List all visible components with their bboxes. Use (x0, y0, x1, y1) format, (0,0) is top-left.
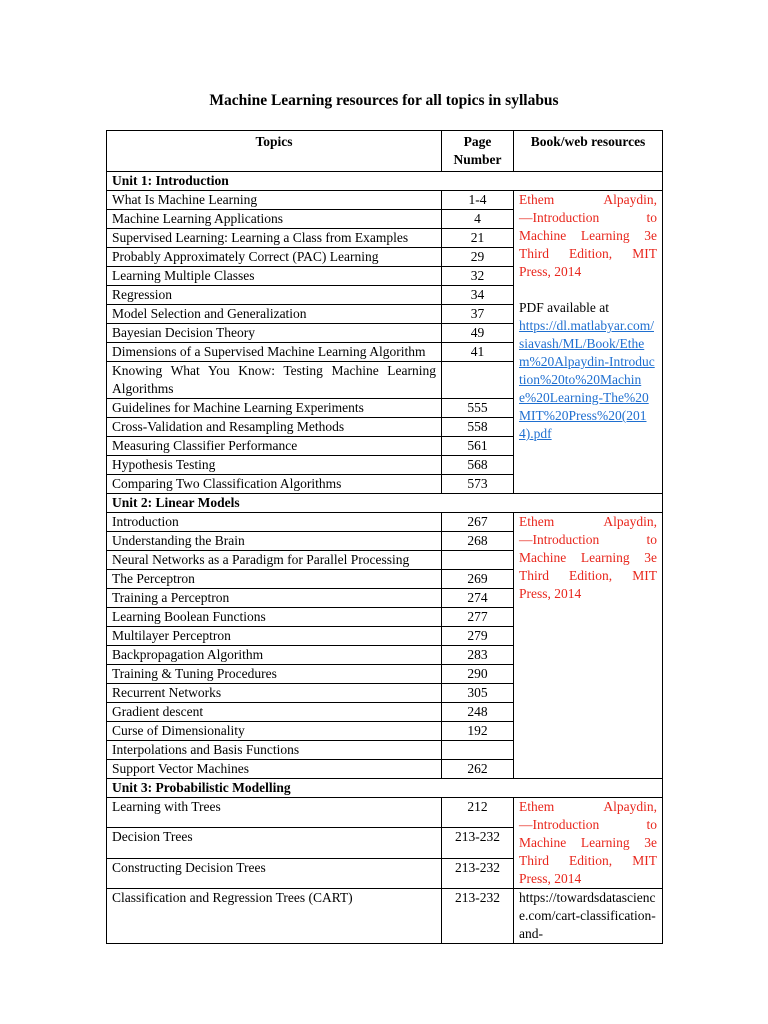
topic-cell: Decision Trees (107, 828, 442, 858)
topic-cell: Learning Boolean Functions (107, 608, 442, 627)
resource-book-line: Press, 2014 (519, 586, 582, 601)
topic-cell: Recurrent Networks (107, 684, 442, 703)
page-cell: 21 (442, 229, 514, 248)
pdf-link[interactable]: https://dl.matlabyar.com/siavash/ML/Book/Ethem%20Alpaydin-Introduction%20to%20Machine%20Learning-The%20MIT%20Press%20(2014).pdf (519, 318, 655, 441)
resource-cell (514, 191, 663, 494)
page-cell: 283 (442, 646, 514, 665)
topic-cell: Bayesian Decision Theory (107, 324, 442, 343)
topic-cell: Introduction (107, 513, 442, 532)
page-cell: 29 (442, 248, 514, 267)
unit-heading: Unit 2: Linear Models (107, 494, 663, 513)
topic-cell: Training a Perceptron (107, 589, 442, 608)
table-row (107, 889, 663, 944)
page-cell: 558 (442, 418, 514, 437)
topic-cell: Model Selection and Generalization (107, 305, 442, 324)
header-topics: Topics (107, 131, 442, 172)
page-cell: 274 (442, 589, 514, 608)
page-cell: 555 (442, 399, 514, 418)
unit-row (107, 172, 663, 191)
resource-book-line: Machine Learning 3e (519, 550, 657, 565)
topic-cell: Interpolations and Basis Functions (107, 741, 442, 760)
topic-cell: Classification and Regression Trees (CART) (107, 889, 442, 944)
topic-cell: Supervised Learning: Learning a Class from Examples (107, 229, 442, 248)
page-cell: 279 (442, 627, 514, 646)
page-cell: 269 (442, 570, 514, 589)
resource-cell (514, 513, 663, 779)
resource-url-cell: https://towardsdatascience.com/cart-classification-and- (514, 889, 663, 944)
topic-cell: Dimensions of a Supervised Machine Learning Algorithm (107, 343, 442, 362)
header-page-number: Page Number (442, 131, 514, 172)
topic-cell: Backpropagation Algorithm (107, 646, 442, 665)
topic-cell: Learning Multiple Classes (107, 267, 442, 286)
resource-author: Ethem Alpaydin, (519, 799, 657, 814)
page-cell: 37 (442, 305, 514, 324)
page-cell: 213-232 (442, 858, 514, 888)
topic-cell: Comparing Two Classification Algorithms (107, 475, 442, 494)
page-cell (442, 741, 514, 760)
topic-cell: Multilayer Perceptron (107, 627, 442, 646)
page-cell: 34 (442, 286, 514, 305)
topic-cell: Understanding the Brain (107, 532, 442, 551)
page-cell: 4 (442, 210, 514, 229)
resource-book-line: Machine Learning 3e (519, 228, 657, 243)
page-cell: 49 (442, 324, 514, 343)
resource-author: Ethem Alpaydin, (519, 514, 657, 529)
pdf-label: PDF available at (519, 300, 609, 315)
table-body (107, 172, 663, 944)
unit-heading: Unit 1: Introduction (107, 172, 663, 191)
topic-cell: Guidelines for Machine Learning Experiments (107, 399, 442, 418)
topic-cell: Cross-Validation and Resampling Methods (107, 418, 442, 437)
page-cell: 192 (442, 722, 514, 741)
page-cell: 248 (442, 703, 514, 722)
page-cell: 1-4 (442, 191, 514, 210)
topic-cell: Hypothesis Testing (107, 456, 442, 475)
resource-cell (514, 798, 663, 889)
topic-cell: What Is Machine Learning (107, 191, 442, 210)
page-cell (442, 551, 514, 570)
page-cell: 290 (442, 665, 514, 684)
resource-book-line: Third Edition, MIT (519, 246, 657, 261)
page-cell: 573 (442, 475, 514, 494)
page-cell (442, 362, 514, 399)
table-row (107, 513, 663, 532)
topic-cell: The Perceptron (107, 570, 442, 589)
topic-cell: Curse of Dimensionality (107, 722, 442, 741)
topic-cell: Training & Tuning Procedures (107, 665, 442, 684)
page-cell: 305 (442, 684, 514, 703)
topic-cell: Neural Networks as a Paradigm for Parallel Processing (107, 551, 442, 570)
resource-book-line: Press, 2014 (519, 871, 582, 886)
topic-cell: Gradient descent (107, 703, 442, 722)
resource-book-line: Third Edition, MIT (519, 568, 657, 583)
topic-cell: Machine Learning Applications (107, 210, 442, 229)
page-cell: 568 (442, 456, 514, 475)
page-cell: 267 (442, 513, 514, 532)
page-cell: 213-232 (442, 828, 514, 858)
resource-book-line: Press, 2014 (519, 264, 582, 279)
resource-book-line: —Introduction to (519, 532, 657, 547)
resource-book-line: Third Edition, MIT (519, 853, 657, 868)
resource-author: Ethem Alpaydin, (519, 192, 657, 207)
page-cell: 561 (442, 437, 514, 456)
resource-book-line: —Introduction to (519, 817, 657, 832)
resource-book-line: Machine Learning 3e (519, 835, 657, 850)
header-resources: Book/web resources (514, 131, 663, 172)
topic-cell: Regression (107, 286, 442, 305)
table-row (107, 191, 663, 210)
topic-cell: Support Vector Machines (107, 760, 442, 779)
unit-heading: Unit 3: Probabilistic Modelling (107, 779, 663, 798)
table-row (107, 798, 663, 828)
page-cell: 277 (442, 608, 514, 627)
page-cell: 212 (442, 798, 514, 828)
unit-row (107, 779, 663, 798)
syllabus-table (106, 130, 663, 944)
resource-book-line: —Introduction to (519, 210, 657, 225)
topic-cell: Learning with Trees (107, 798, 442, 828)
topic-cell: Constructing Decision Trees (107, 858, 442, 888)
page-cell: 41 (442, 343, 514, 362)
spacer (519, 281, 657, 299)
page-cell: 262 (442, 760, 514, 779)
page-cell: 213-232 (442, 889, 514, 944)
unit-row (107, 494, 663, 513)
topic-cell: Knowing What You Know: Testing Machine Learning Algorithms (107, 362, 442, 399)
topic-cell: Measuring Classifier Performance (107, 437, 442, 456)
page-cell: 268 (442, 532, 514, 551)
page-cell: 32 (442, 267, 514, 286)
header-row (107, 131, 663, 172)
page-title: Machine Learning resources for all topics in syllabus (209, 92, 559, 109)
topic-cell: Probably Approximately Correct (PAC) Learning (107, 248, 442, 267)
